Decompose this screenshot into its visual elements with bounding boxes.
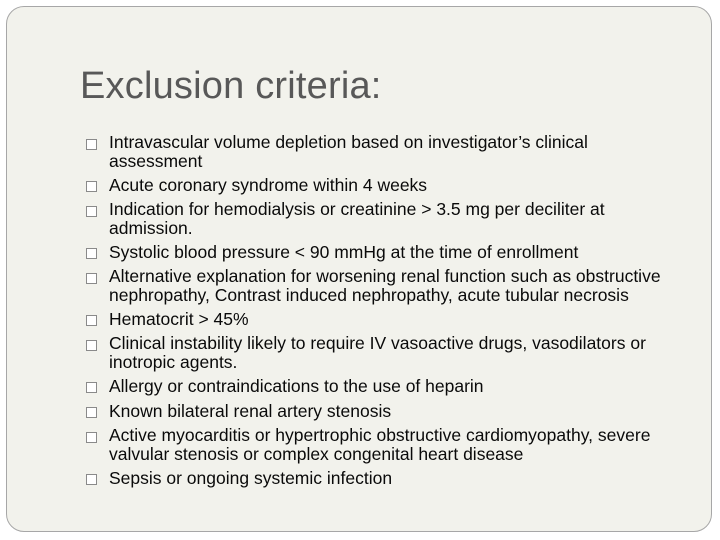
list-item-text: Active myocarditis or hypertrophic obstructive cardiomyopathy, severe valvular stenosis or complex congenital heart disease [109,425,651,464]
list-item [85,267,681,305]
square-bullet-icon [86,139,97,150]
square-bullet-icon [86,273,97,284]
list-item-text: Known bilateral renal artery stenosis [109,401,392,421]
list-item-text: Intravascular volume depletion based on investigator’s clinical assessment [109,132,588,171]
list-item-text: Allergy or contraindications to the use of heparin [109,376,484,396]
list-item [85,175,681,196]
slide-title: Exclusion criteria: [80,65,382,107]
list-item [85,309,681,330]
square-bullet-icon [86,206,97,217]
list-item-text: Acute coronary syndrome within 4 weeks [109,175,428,195]
square-bullet-icon [86,340,97,351]
square-bullet-icon [86,315,97,326]
list-item [85,334,681,372]
list-item-text: Sepsis or ongoing systemic infection [109,468,393,488]
square-bullet-icon [86,181,97,192]
square-bullet-icon [86,432,97,443]
square-bullet-icon [86,382,97,393]
list-item [85,468,681,489]
square-bullet-icon [86,248,97,259]
list-item [85,242,681,263]
square-bullet-icon [86,474,97,485]
list-item-text: Systolic blood pressure < 90 mmHg at the time of enrollment [109,242,579,262]
list-item [85,426,681,464]
list-item-text: Clinical instability likely to require IV vasoactive drugs, vasodilators or inotropic agents. [109,333,646,372]
list-item [85,200,681,238]
list-item-text: Hematocrit > 45% [109,309,249,329]
slide [6,6,712,532]
list-item [85,376,681,397]
list-item [85,133,681,171]
square-bullet-icon [86,407,97,418]
list-item-text: Indication for hemodialysis or creatinine > 3.5 mg per deciliter at admission. [109,199,605,238]
list-item-text: Alternative explanation for worsening renal function such as obstructive nephropathy, Contrast induced nephropathy, acute tubular necrosis [109,266,661,305]
list-item [85,401,681,422]
criteria-list [85,133,681,493]
